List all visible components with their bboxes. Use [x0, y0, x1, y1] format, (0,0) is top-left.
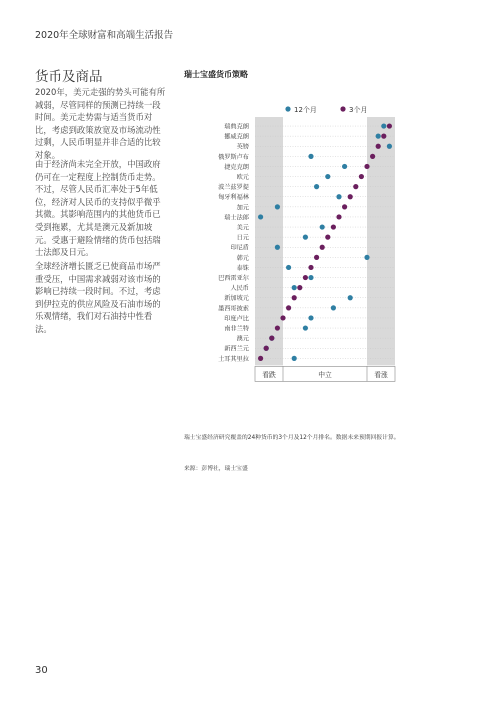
currency-label: 澳元 [236, 335, 249, 343]
currency-label: 匈牙利福林 [218, 194, 249, 202]
currency-label: 美元 [236, 224, 249, 232]
currency-label: 墨西哥披索 [218, 305, 249, 313]
currency-label: 韩元 [236, 254, 249, 262]
dot-3-month [280, 315, 285, 320]
currency-strategy-chart [180, 96, 410, 426]
dot-3-month [258, 356, 263, 361]
legend-label-3m: 3个月 [349, 106, 368, 114]
dot-3-month [320, 245, 325, 250]
currency-label: 挪威克朗 [224, 133, 249, 141]
zone-label-neutral: 中立 [318, 370, 332, 379]
paragraph-3: 全球经济增长匮乏已使商品市场严重受压，中国需求减弱对该市场的影响已持续一段时间。不过，考虑到伊拉克的供应风险及石油市场的乐观情绪，我们对石油持中性看法。 [35, 261, 161, 334]
dot-12-month [292, 285, 297, 290]
currency-label: 日元 [236, 234, 249, 242]
dot-12-month [308, 315, 313, 320]
report-header: 2020年全球财富和高端生活报告 [35, 30, 174, 41]
legend-marker-12m [285, 106, 290, 111]
dot-3-month [381, 134, 386, 139]
dot-12-month [308, 275, 313, 280]
dot-12-month [336, 194, 341, 199]
dot-3-month [331, 224, 336, 229]
dot-12-month [258, 214, 263, 219]
dot-3-month [387, 123, 392, 128]
currency-label: 瑞士法郎 [224, 214, 249, 222]
dot-3-month [297, 285, 302, 290]
currency-label: 印尼盾 [230, 244, 249, 252]
dot-3-month [275, 325, 280, 330]
dot-12-month [275, 204, 280, 209]
legend-label-12m: 12个月 [294, 106, 317, 114]
dot-12-month [303, 235, 308, 240]
currency-label: 俄罗斯卢布 [218, 153, 249, 161]
page-number: 30 [35, 665, 48, 676]
dot-12-month [303, 325, 308, 330]
dot-3-month [348, 194, 353, 199]
dot-3-month [325, 235, 330, 240]
chart-source: 来源：彭博社，瑞士宝盛 [184, 466, 248, 472]
currency-label: 瑞典克朗 [224, 123, 249, 131]
currency-label: 英镑 [236, 143, 249, 151]
dot-3-month [364, 164, 369, 169]
dot-12-month [325, 174, 330, 179]
dot-3-month [353, 184, 358, 189]
dot-12-month [348, 295, 353, 300]
dot-3-month [336, 214, 341, 219]
chart-title: 瑞士宝盛货币策略 [184, 70, 248, 79]
currency-label: 新西兰元 [224, 345, 249, 353]
currency-label: 加元 [236, 204, 249, 212]
dot-3-month [286, 305, 291, 310]
zone-label-bearish: 看跌 [262, 370, 276, 379]
dot-12-month [331, 305, 336, 310]
legend-marker-3m [340, 106, 345, 111]
currency-label: 南非兰特 [224, 325, 249, 333]
section-title: 货币及商品 [35, 69, 103, 85]
dot-12-month [314, 184, 319, 189]
dot-3-month [314, 255, 319, 260]
dot-12-month [308, 154, 313, 159]
currency-label: 波兰兹罗提 [218, 184, 249, 192]
dot-12-month [342, 164, 347, 169]
dot-12-month [292, 356, 297, 361]
dot-12-month [320, 224, 325, 229]
currency-label: 印度卢比 [224, 315, 249, 323]
chart-footnote: 瑞士宝盛经济研究覆盖的24种货币的3个月及12个月排名。数据未来预期回报计算。 [184, 435, 400, 441]
dot-12-month [364, 255, 369, 260]
currency-label: 巴西雷亚尔 [218, 274, 249, 282]
currency-label: 土耳其里拉 [218, 355, 249, 363]
dot-12-month [387, 144, 392, 149]
chart-legend [285, 105, 367, 114]
dot-12-month [275, 245, 280, 250]
currency-label: 新加坡元 [224, 295, 249, 303]
dot-12-month [381, 123, 386, 128]
dot-3-month [376, 144, 381, 149]
dot-3-month [303, 275, 308, 280]
dot-3-month [264, 346, 269, 351]
dot-3-month [292, 295, 297, 300]
zone-label-bullish: 看涨 [374, 370, 388, 379]
dot-3-month [342, 204, 347, 209]
dot-3-month [269, 336, 274, 341]
currency-label: 欧元 [236, 173, 249, 181]
dot-3-month [308, 265, 313, 270]
dot-12-month [286, 265, 291, 270]
dot-3-month [359, 174, 364, 179]
dot-12-month [376, 134, 381, 139]
paragraph-1: 2020年，美元走强的势头可能有所减弱，尽管同样的预测已持续一段时间。美元走势需与适当货币对比，考虑到政策放宽及市场流动性过剩，人民币明显并非合适的比较对象。 [35, 87, 166, 160]
currency-label: 泰铢 [236, 264, 249, 272]
paragraph-2: 由于经济尚未完全开放，中国政府仍可在一定程度上控制货币走势。不过，尽管人民币汇率处于5年低位，经济对人民币的支持似乎微乎其微。其影响范围内的其他货币已受到拖累，尤其是澳元及新加坡元。受惠于避险情绪的货币包括瑞士法郎及日元。 [35, 159, 161, 258]
currency-label: 人民币 [230, 285, 249, 293]
dot-3-month [370, 154, 375, 159]
currency-label: 捷克克朗 [224, 163, 249, 171]
